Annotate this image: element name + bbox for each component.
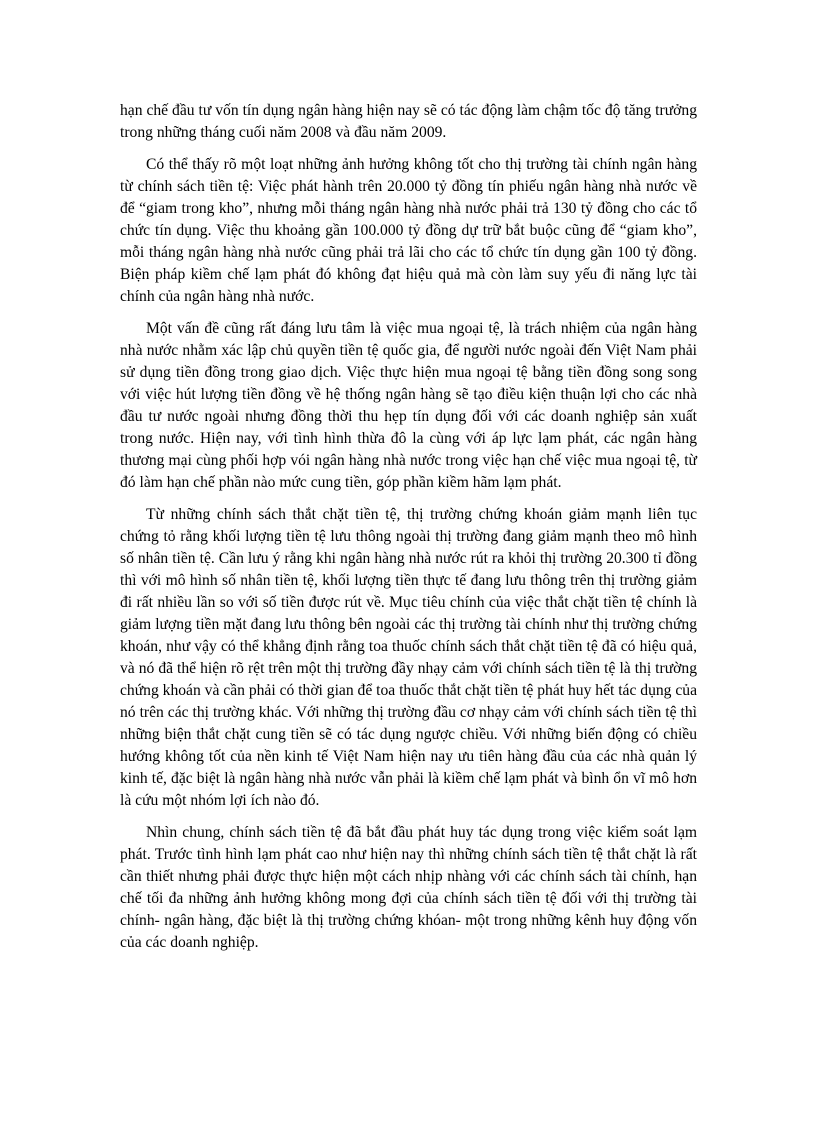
paragraph-monetary-policy-effects: Có thể thấy rõ một loạt những ảnh hưởng không tốt cho thị trường tài chính ngân hàng từ chính sách tiền tệ: Việc phát hành trên 20.000 tỷ đồng tín phiếu ngân hàng nhà nước về để “giam trong kho”, nhưng mỗi tháng ngân hàng nhà nước phải trả 130 tỷ đồng cho các tổ chức tín dụng. Việc thu khoảng gần 100.000 tỷ đồng dự trữ bắt buộc cũng để “giam kho”, mỗi tháng ngân hàng nhà nước cũng phải trả lãi cho các tổ chức tín dụng gần 100 tỷ đồng. Biện pháp kiềm chế lạm phát đó không đạt hiệu quả mà còn làm suy yếu đi năng lực tài chính của ngân hàng nhà nước. — [120, 156, 697, 305]
paragraph-conclusion: Nhìn chung, chính sách tiền tệ đã bắt đầu phát huy tác dụng trong việc kiểm soát lạm phát. Trước tình hình lạm phát cao như hiện nay thì những chính sách tiền tệ thắt chặt là rất cần thiết nhưng phải được thực hiện một cách nhịp nhàng với các chính sách tài chính, hạn chế tối đa những ảnh hưởng không mong đợi của chính sách tiền tệ đối với thị trường tài chính- ngân hàng, đặc biệt là thị trường chứng khóan- một trong những kênh huy động vốn của các doanh nghiệp. — [120, 824, 697, 951]
paragraph-stock-market: Từ những chính sách thắt chặt tiền tệ, thị trường chứng khoán giảm mạnh liên tục chứng tỏ rằng khối lượng tiền tệ lưu thông ngoài thị trường đang giảm mạnh theo mô hình số nhân tiền tệ. Cần lưu ý rằng khi ngân hàng nhà nước rút ra khỏi thị trường 20.300 tỉ đồng thì với mô hình số nhân tiền tệ, khối lượng tiền thực tế đang lưu thông trên thị trường giảm đi rất nhiều lần so với số tiền được rút về. Mục tiêu chính của việc thắt chặt tiền tệ chính là giảm lượng tiền mặt đang lưu thông bên ngoài các thị trường tài chính như thị trường chứng khoán, như vậy có thể khẳng định rằng toa thuốc chính sách thắt chặt tiền tệ đã có hiệu quả, và nó đã thể hiện rõ rệt trên một thị trường đầy nhạy cảm với chính sách tiền tệ là thị trường chứng khoán và cần phải có thời gian để toa thuốc thắt chặt tiền tệ phát huy hết tác dụng của nó trên các thị trường khác. Với những thị trường đầu cơ nhạy cảm với chính sách tiền tệ thì những biện thắt chặt cung tiền sẽ có tác dụng ngược chiều. Với những biến động có chiều hướng không tốt của nền kinh tế Việt Nam hiện nay ưu tiên hàng đầu của các nhà quản lý kinh tế, đặc biệt là ngân hàng nhà nước vẫn phải là kiềm chế lạm phát và bình ổn vĩ mô hơn là cứu một nhóm lợi ích nào đó. — [120, 506, 698, 809]
document-page — [120, 100, 697, 964]
paragraph-foreign-currency: Một vấn đề cũng rất đáng lưu tâm là việc mua ngoại tệ, là trách nhiệm của ngân hàng nhà nước nhằm xác lập chủ quyền tiền tệ quốc gia, để người nước ngoài đến Việt Nam phải sử dụng tiền đồng trong giao dịch. Việc thực hiện mua ngoại tệ bằng tiền đồng song song với việc hút lượng tiền đồng về hệ thống ngân hàng sẽ tạo điều kiện thuận lợi cho các nhà đầu tư nước ngoài nhưng đồng thời thu hẹp tín dụng đối với các doanh nghiệp sản xuất trong nước. Hiện nay, với tình hình thừa đô la cùng với áp lực lạm phát, các ngân hàng thương mại cùng phối hợp vói ngân hàng nhà nước trong việc hạn chế việc mua ngoại tệ, từ đó làm hạn chế phần nào mức cung tiền, góp phần kiềm hãm lạm phát. — [120, 320, 697, 491]
paragraph-continuation: hạn chế đầu tư vốn tín dụng ngân hàng hiện nay sẽ có tác động làm chậm tốc độ tăng trưởng trong những tháng cuối năm 2008 và đầu năm 2009. — [120, 102, 697, 141]
